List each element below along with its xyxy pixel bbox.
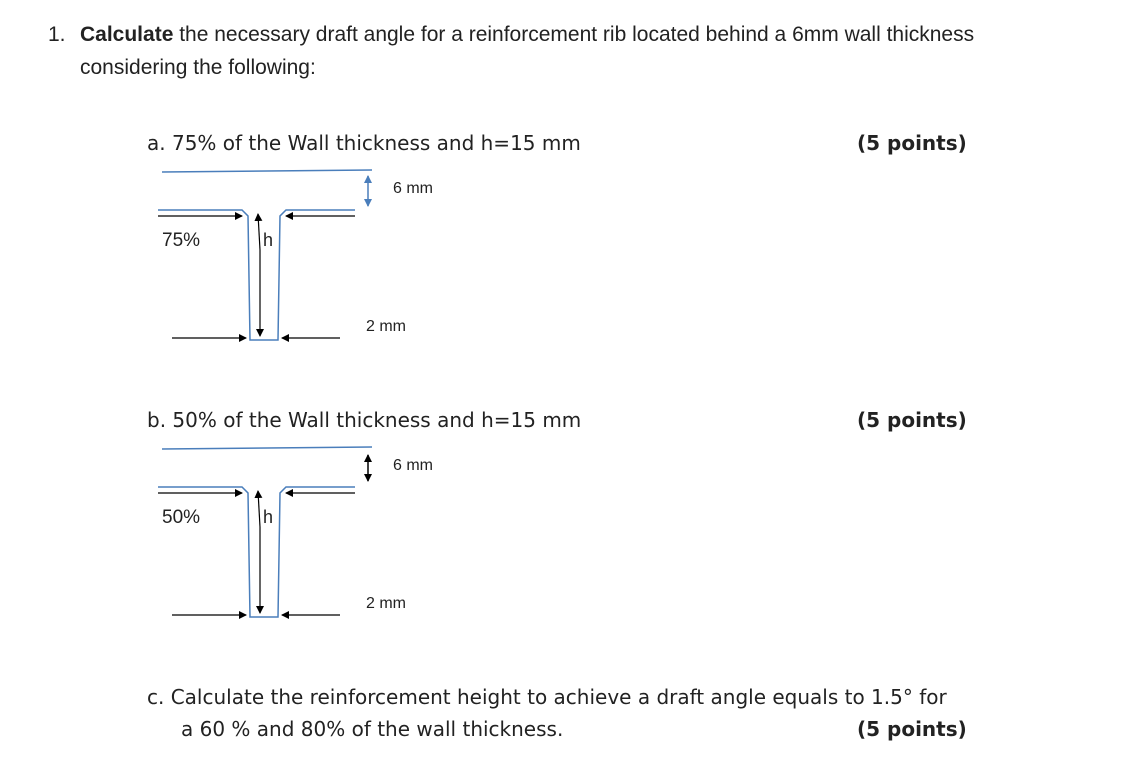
part-b-points: (5 points) <box>857 408 967 432</box>
rib-diagram-b <box>150 437 470 637</box>
part-c-line1: c. Calculate the reinforcement height to achieve a draft angle equals to 1.5° for <box>147 685 947 709</box>
bottom-dimension-label-a: 2 mm <box>366 318 406 335</box>
height-label-a: h <box>263 230 274 250</box>
part-a-label: a. 75% of the Wall thickness and h=15 mm <box>147 131 581 155</box>
part-c-points: (5 points) <box>857 717 967 741</box>
percent-label-a: 75% <box>162 230 201 251</box>
part-a-points: (5 points) <box>857 131 967 155</box>
part-c-line2: a 60 % and 80% of the wall thickness. <box>181 717 564 741</box>
height-label-b: h <box>263 507 274 527</box>
question-bold-word: Calculate <box>80 23 174 46</box>
part-b-label: b. 50% of the Wall thickness and h=15 mm <box>147 408 582 432</box>
question-text <box>80 18 1040 84</box>
question-number: 1. <box>48 23 66 46</box>
top-dimension-label-b: 6 mm <box>393 457 433 474</box>
percent-label-b: 50% <box>162 507 201 528</box>
top-dimension-label-a: 6 mm <box>393 180 433 197</box>
rib-diagram-a <box>150 160 470 360</box>
question-body: the necessary draft angle for a reinforcement rib located behind a 6mm wall thickness considering the following: <box>80 23 975 79</box>
bottom-dimension-label-b: 2 mm <box>366 595 406 612</box>
